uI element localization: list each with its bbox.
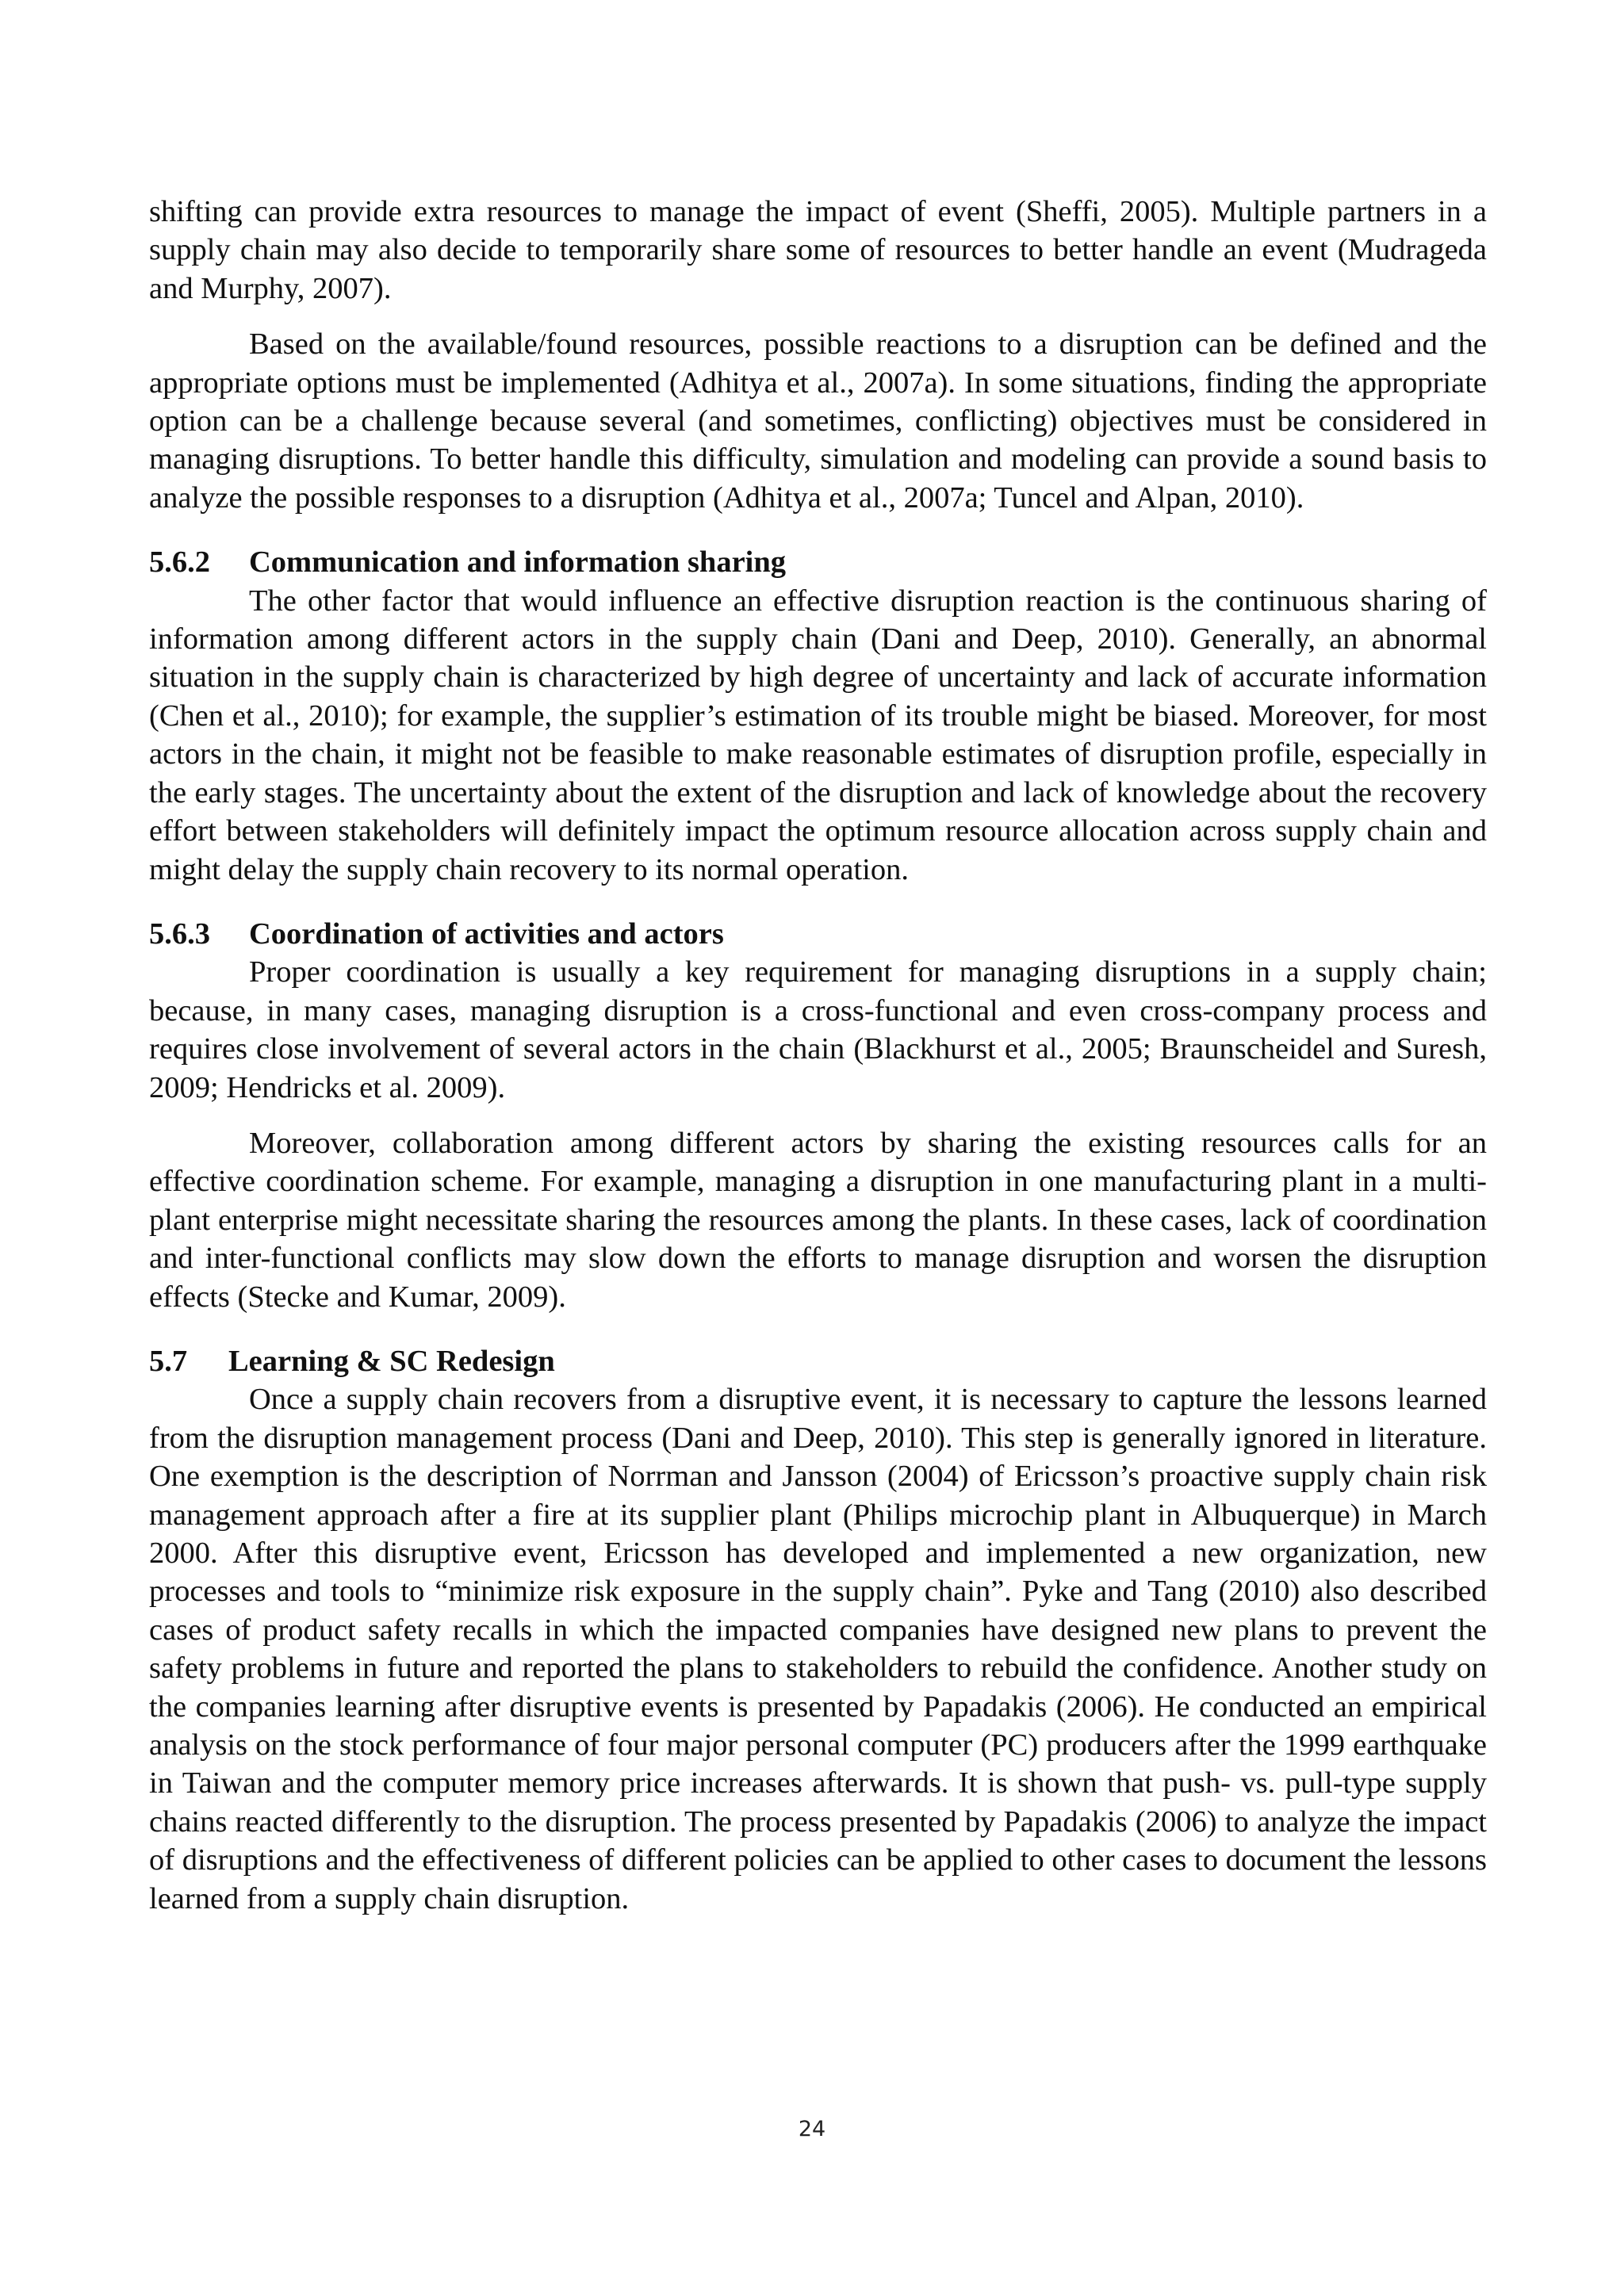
section-number: 5.6.2 — [149, 545, 210, 580]
section-title: Learning & SC Redesign — [228, 1344, 555, 1378]
paragraph: The other factor that would influence an effective disruption reaction is the continuous sharing of information among different actors in the supply chain (Dani and Deep, 2010). Generally, an abnormal situation in the supply chain is characterized by high degree of uncertainty and lack of accurate information (Chen et al., 2010); for example, the supplier’s estimation of its trouble might be biased. Moreover, for most actors in the chain, it might not be feasible to make reasonable estimates of disruption profile, especially in the early stages. The uncertainty about the extent of the disruption and lack of knowledge about the recovery effort between stakeholders will definitely impact the optimum resource allocation across supply chain and might delay the supply chain recovery to its normal operation. — [149, 584, 1487, 886]
section-heading — [149, 1342, 1487, 1380]
section-number: 5.7 — [149, 1344, 188, 1378]
page-body — [149, 193, 1487, 1918]
section-heading — [149, 915, 1487, 953]
section-number: 5.6.3 — [149, 916, 210, 951]
paragraph: Once a supply chain recovers from a disruptive event, it is necessary to capture the lessons learned from the disruption management process (Dani and Deep, 2010). This step is generally ignored in literature. One exemption is the description of Norrman and Jansson (2004) of Ericsson’s proactive supply chain risk management approach after a fire at its supplier plant (Philips microchip plant in Albuquerque) in March 2000. After this disruptive event, Ericsson has developed and implemented a new organization, new processes and tools to “minimize risk exposure in the supply chain”. Pyke and Tang (2010) also described cases of product safety recalls in which the impacted companies have designed new plans to prevent the safety problems in future and reported the plans to stakeholders to rebuild the confidence. Another study on the companies learning after disruptive events is presented by Papadakis (2006). He conducted an empirical analysis on the stock performance of four major personal computer (PC) producers after the 1999 earthquake in Taiwan and the computer memory price increases afterwards. It is shown that push- vs. pull-type supply chains reacted differently to the disruption. The process presented by Papadakis (2006) to analyze the impact of disruptions and the effectiveness of different policies can be applied to other cases to document the lessons learned from a supply chain disruption. — [149, 1383, 1487, 1915]
section-title: Coordination of activities and actors — [249, 916, 724, 951]
section-title: Communication and information sharing — [249, 545, 787, 580]
paragraph: Proper coordination is usually a key requirement for managing disruptions in a supply chain; because, in many cases, managing disruption is a cross-functional and even cross-company process and requires close involvement of several actors in the chain (Blackhurst et al., 2005; Braunscheidel and Suresh, 2009; Hendricks et al. 2009). — [149, 955, 1487, 1104]
section-heading — [149, 543, 1487, 581]
page-number: 24 — [798, 2117, 826, 2141]
paragraph: Based on the available/found resources, possible reactions to a disruption can be defined and the appropriate options must be implemented (Adhitya et al., 2007a). In some situations, finding the appropriate option can be a challenge because several (and sometimes, conflicting) objectives must be considered in managing disruptions. To better handle this difficulty, simulation and modeling can provide a sound basis to analyze the possible responses to a disruption (Adhitya et al., 2007a; Tuncel and Alpan, 2010). — [149, 327, 1487, 515]
paragraph: Moreover, collaboration among different actors by sharing the existing resources calls for an effective coordination scheme. For example, managing a disruption in one manufacturing plant in a multi-plant enterprise might necessitate sharing the resources among the plants. In these cases, lack of coordination and inter-functional conflicts may slow down the efforts to manage disruption and worsen the disruption effects (Stecke and Kumar, 2009). — [149, 1126, 1487, 1314]
paragraph: shifting can provide extra resources to manage the impact of event (Sheffi, 2005). Multiple partners in a supply chain may also decide to temporarily share some of resources to better handle an event (Mudrageda and Murphy, 2007). — [149, 195, 1487, 305]
